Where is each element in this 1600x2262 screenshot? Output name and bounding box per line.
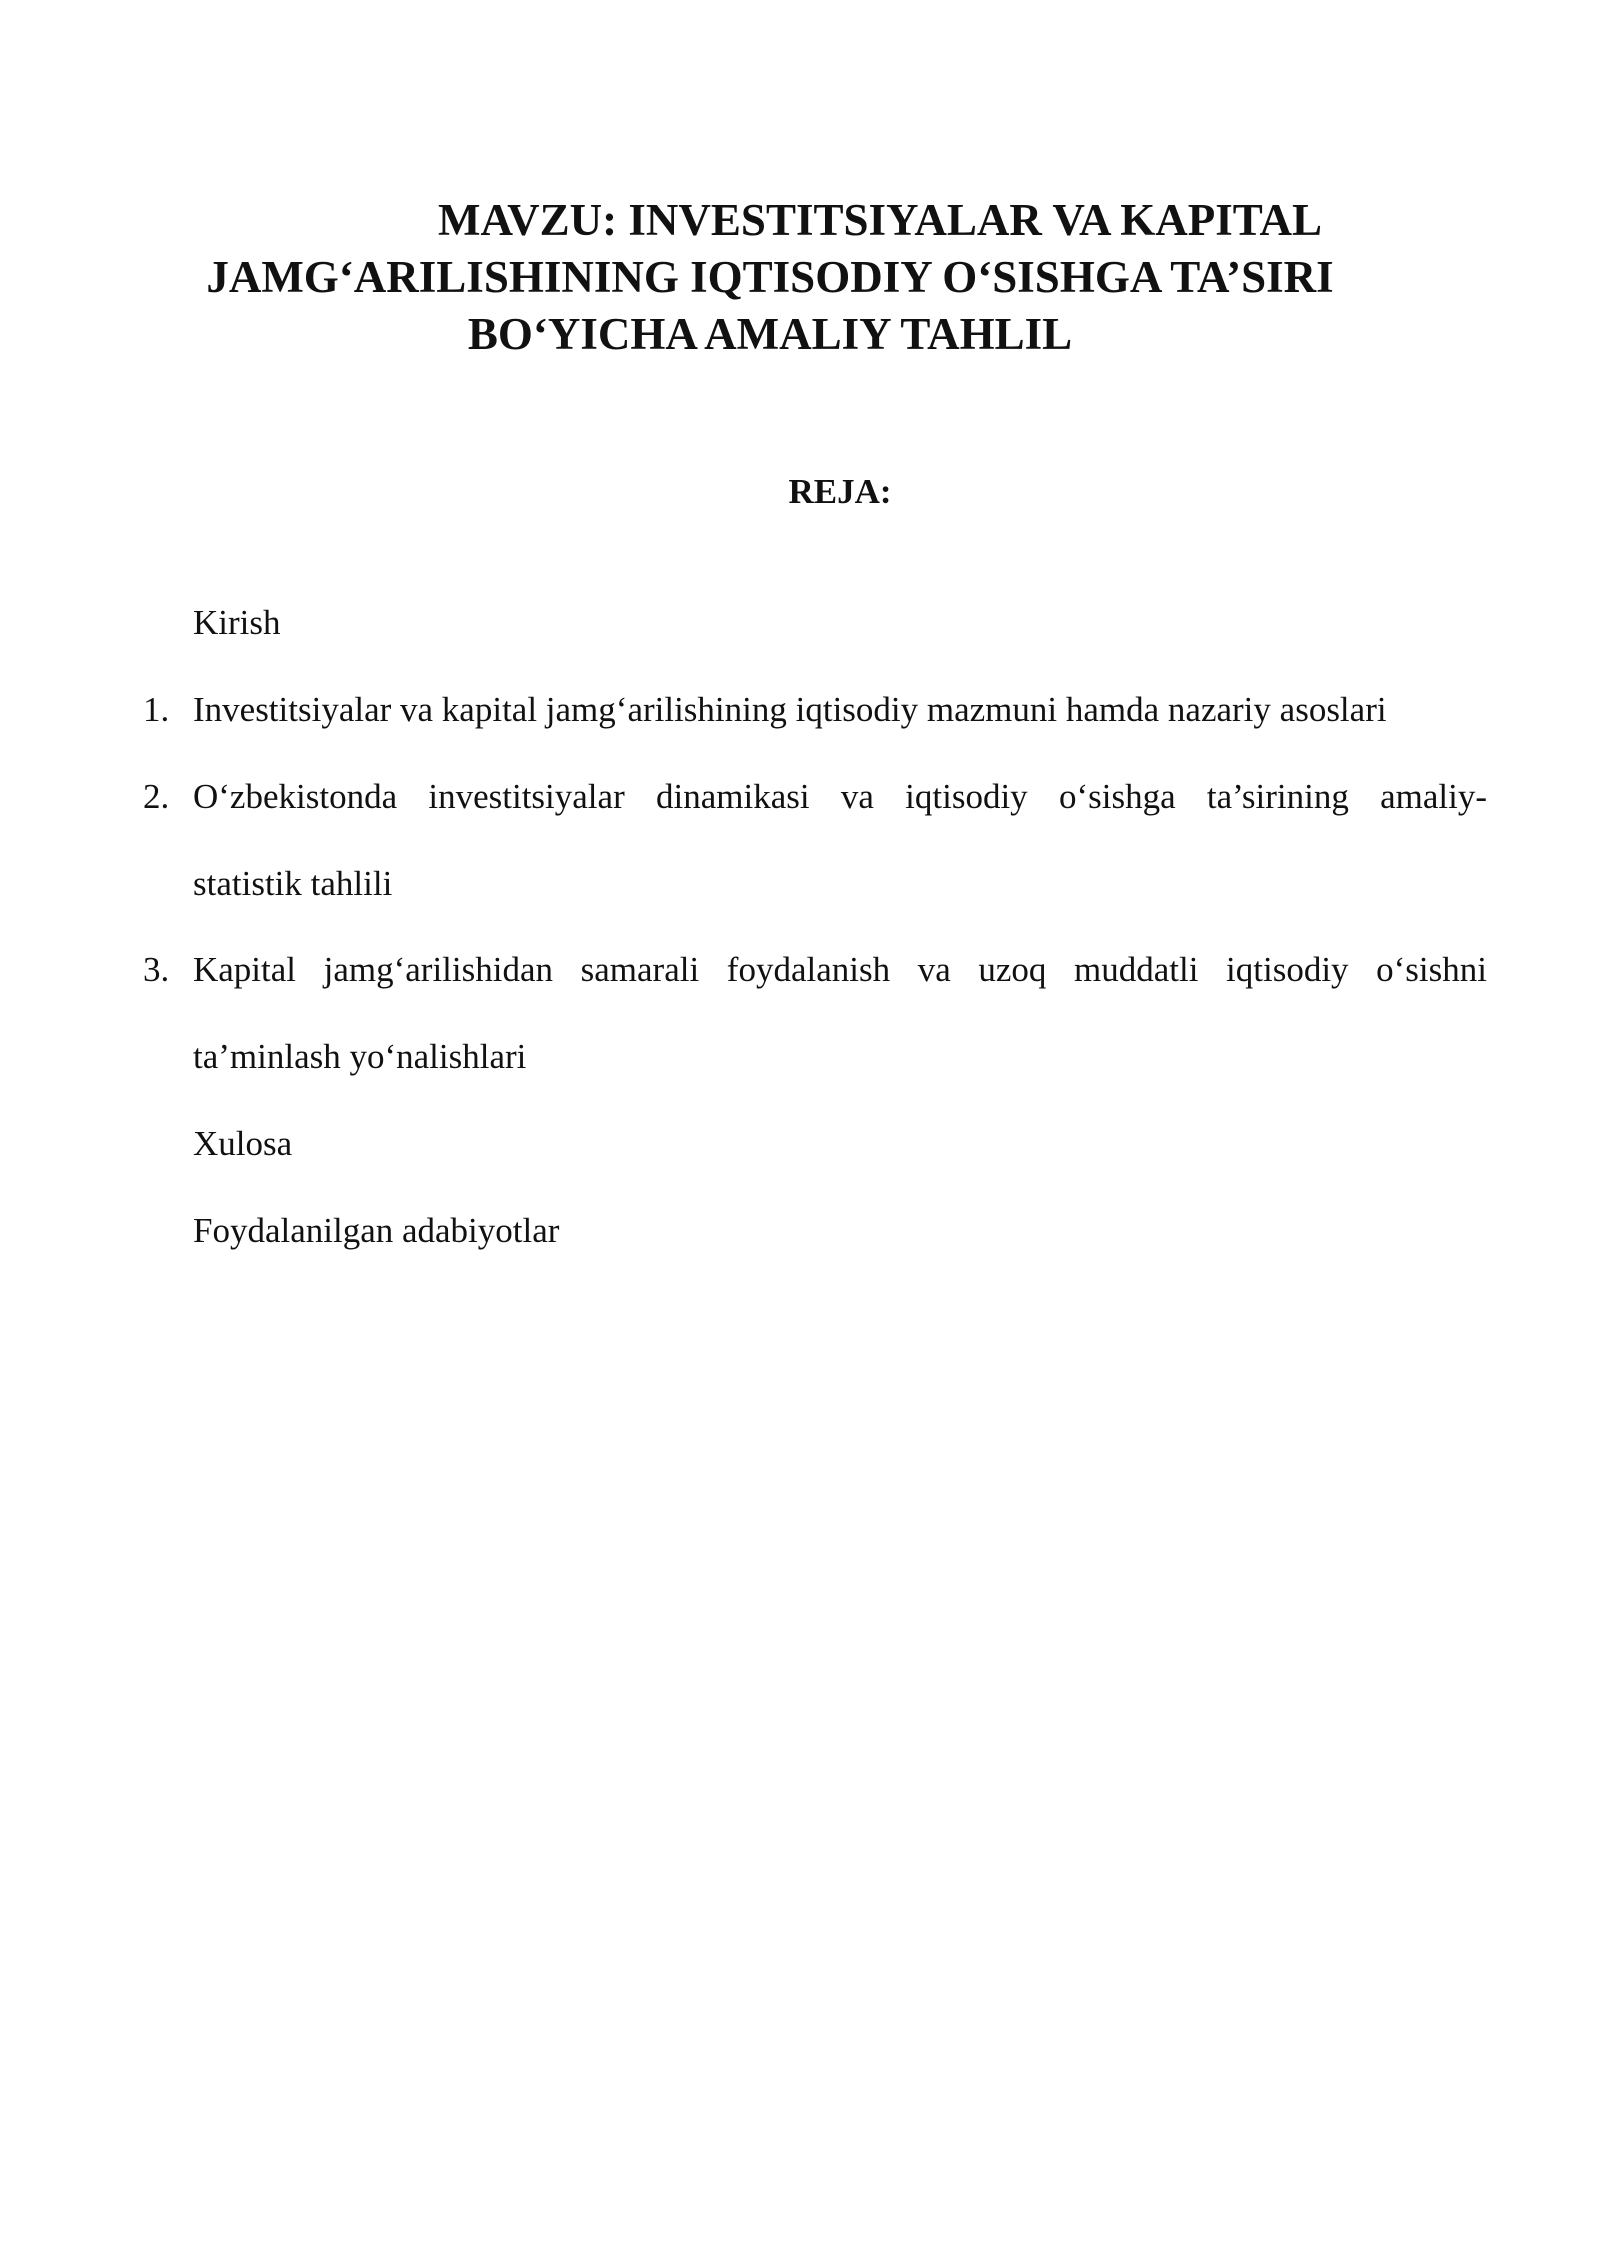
title-line-1: MAVZU: INVESTITSIYALAR VA KAPITAL (437, 195, 1322, 245)
plan-item-3-line-2: ta’minlash yo‘nalishlari (193, 1037, 527, 1076)
plan-item-2-number: 2. (143, 777, 170, 816)
plan-item-1-line-1: Investitsiyalar va kapital jamg‘arilishining iqtisodiy mazmuni hamda nazariy asoslari (193, 690, 1387, 729)
document-title (140, 192, 1540, 363)
plan-item-3-line-1: Kapital jamg‘arilishidan samarali foydalanish va uzoq muddatli iqtisodiy o‘sishni (193, 950, 1487, 989)
plan-item-3-number: 3. (143, 950, 170, 989)
plan-item-1-number: 1. (143, 690, 170, 729)
plan-heading: REJA: (788, 472, 892, 511)
title-line-2: JAMG‘ARILISHINING IQTISODIY O‘SISHGA TA’SIRI (206, 252, 1334, 302)
plan-item-2-line-2: statistik tahlili (193, 864, 393, 903)
plan-conclusion: Xulosa (193, 1124, 293, 1163)
plan-intro: Kirish (193, 603, 281, 642)
title-line-3: BO‘YICHA AMALIY TAHLIL (467, 309, 1073, 359)
plan-references: Foydalanilgan adabiyotlar (193, 1211, 560, 1250)
plan-item-2-line-1: O‘zbekistonda investitsiyalar dinamikasi va iqtisodiy o‘sishga ta’sirining amaliy- (193, 777, 1487, 816)
